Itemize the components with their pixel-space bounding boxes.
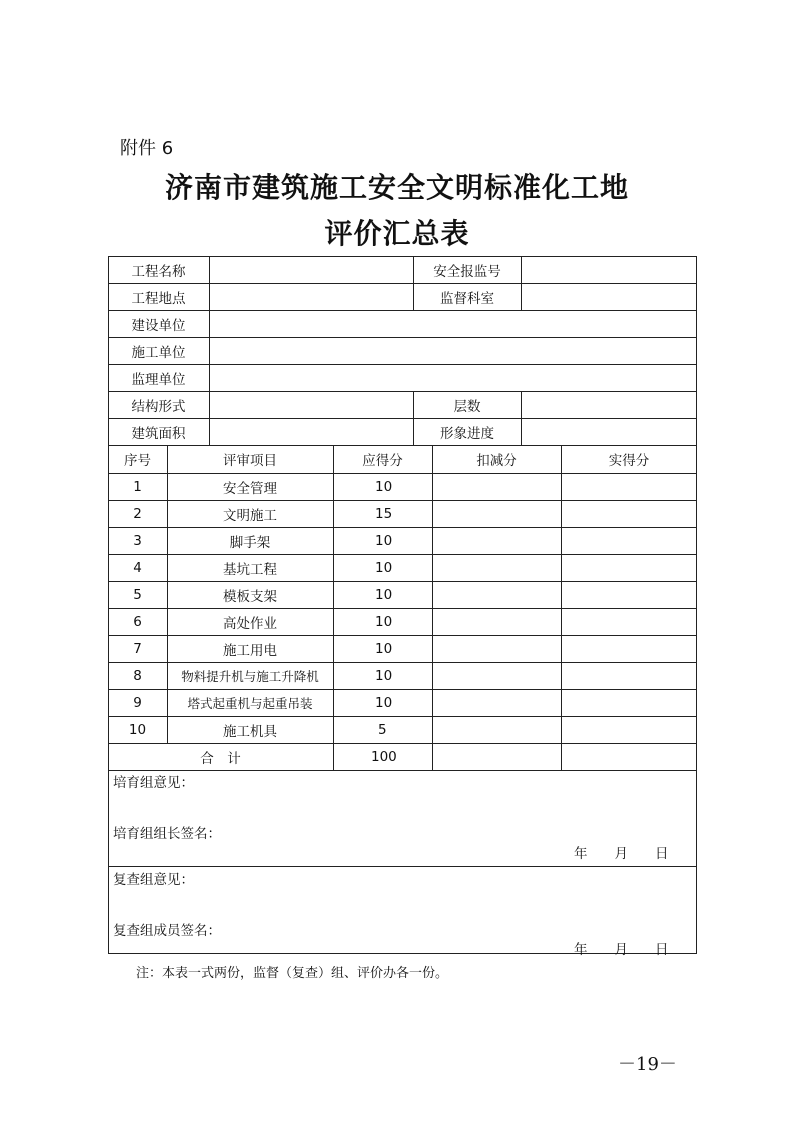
header-item: 评审项目 bbox=[223, 453, 277, 469]
row-item: 文明施工 bbox=[223, 507, 277, 524]
row-expected: 10 bbox=[375, 586, 393, 603]
row-item: 物料提升机与施工升降机 bbox=[181, 668, 319, 684]
row-expected: 10 bbox=[375, 694, 393, 711]
footnote: 注：本表一式两份，监督（复查）组、评价办各一份。 bbox=[136, 966, 449, 981]
label-project-location: 工程地点 bbox=[131, 290, 186, 307]
table-rule bbox=[108, 770, 697, 771]
label-construction-unit: 建设单位 bbox=[131, 317, 186, 334]
header-seq: 序号 bbox=[124, 453, 151, 469]
row-seq: 5 bbox=[133, 586, 142, 603]
row-seq: 2 bbox=[133, 505, 142, 522]
header-deduction: 扣减分 bbox=[476, 453, 517, 469]
table-rule bbox=[432, 445, 433, 770]
row-item: 高处作业 bbox=[223, 615, 277, 632]
row-item: 基坑工程 bbox=[223, 561, 277, 578]
review-opinion-label: 复查组意见： bbox=[113, 872, 194, 888]
row-expected: 10 bbox=[375, 613, 393, 630]
label-supervision-dept: 监督科室 bbox=[440, 290, 494, 307]
cultivation-opinion-label: 培育组意见： bbox=[113, 775, 194, 791]
row-expected: 5 bbox=[378, 721, 387, 738]
header-expected: 应得分 bbox=[362, 453, 403, 469]
review-signature-label: 复查组成员签名： bbox=[113, 923, 221, 939]
page-subtitle: 评价汇总表 bbox=[324, 217, 470, 250]
label-structure-type: 结构形式 bbox=[131, 398, 186, 415]
row-item: 脚手架 bbox=[229, 534, 271, 551]
cultivation-date: 年 月 日 bbox=[574, 846, 669, 862]
row-seq: 10 bbox=[128, 721, 147, 738]
table-rule bbox=[561, 445, 562, 770]
row-item: 安全管理 bbox=[223, 480, 277, 497]
review-date: 年 月 日 bbox=[574, 942, 669, 958]
label-safety-report-no: 安全报监号 bbox=[433, 263, 501, 280]
label-supervisor-unit: 监理单位 bbox=[131, 371, 186, 388]
row-seq: 7 bbox=[133, 640, 142, 657]
header-actual: 实得分 bbox=[608, 453, 650, 469]
row-item: 塔式起重机与起重吊装 bbox=[187, 695, 313, 711]
table-rule bbox=[521, 391, 522, 445]
label-progress: 形象进度 bbox=[440, 425, 494, 442]
page-number: －19－ bbox=[618, 1054, 677, 1075]
total-label: 合 计 bbox=[200, 750, 241, 767]
label-floors: 层数 bbox=[453, 398, 481, 415]
table-rule bbox=[209, 256, 210, 445]
table-rule bbox=[108, 866, 697, 867]
row-expected: 10 bbox=[375, 532, 393, 549]
row-item: 模板支架 bbox=[223, 588, 277, 605]
label-building-area: 建筑面积 bbox=[131, 425, 186, 442]
cultivation-signature-label: 培育组组长签名： bbox=[113, 826, 221, 842]
row-seq: 6 bbox=[133, 613, 142, 630]
row-seq: 4 bbox=[133, 559, 142, 576]
row-expected: 10 bbox=[375, 667, 393, 684]
label-project-name: 工程名称 bbox=[131, 263, 186, 280]
table-rule bbox=[521, 256, 522, 310]
row-seq: 1 bbox=[133, 478, 142, 495]
total-expected: 100 bbox=[371, 748, 397, 765]
label-builder-unit: 施工单位 bbox=[131, 344, 186, 361]
row-seq: 3 bbox=[133, 532, 142, 549]
row-expected: 10 bbox=[375, 478, 393, 495]
row-expected: 10 bbox=[375, 559, 393, 576]
row-expected: 10 bbox=[375, 640, 393, 657]
page-title: 济南市建筑施工安全文明标准化工地 bbox=[164, 171, 629, 204]
row-seq: 8 bbox=[133, 667, 142, 684]
row-seq: 9 bbox=[133, 694, 142, 711]
attachment-label: 附件 6 bbox=[120, 138, 174, 159]
row-expected: 15 bbox=[375, 505, 393, 522]
row-item: 施工用电 bbox=[223, 642, 277, 659]
row-item: 施工机具 bbox=[223, 723, 277, 740]
